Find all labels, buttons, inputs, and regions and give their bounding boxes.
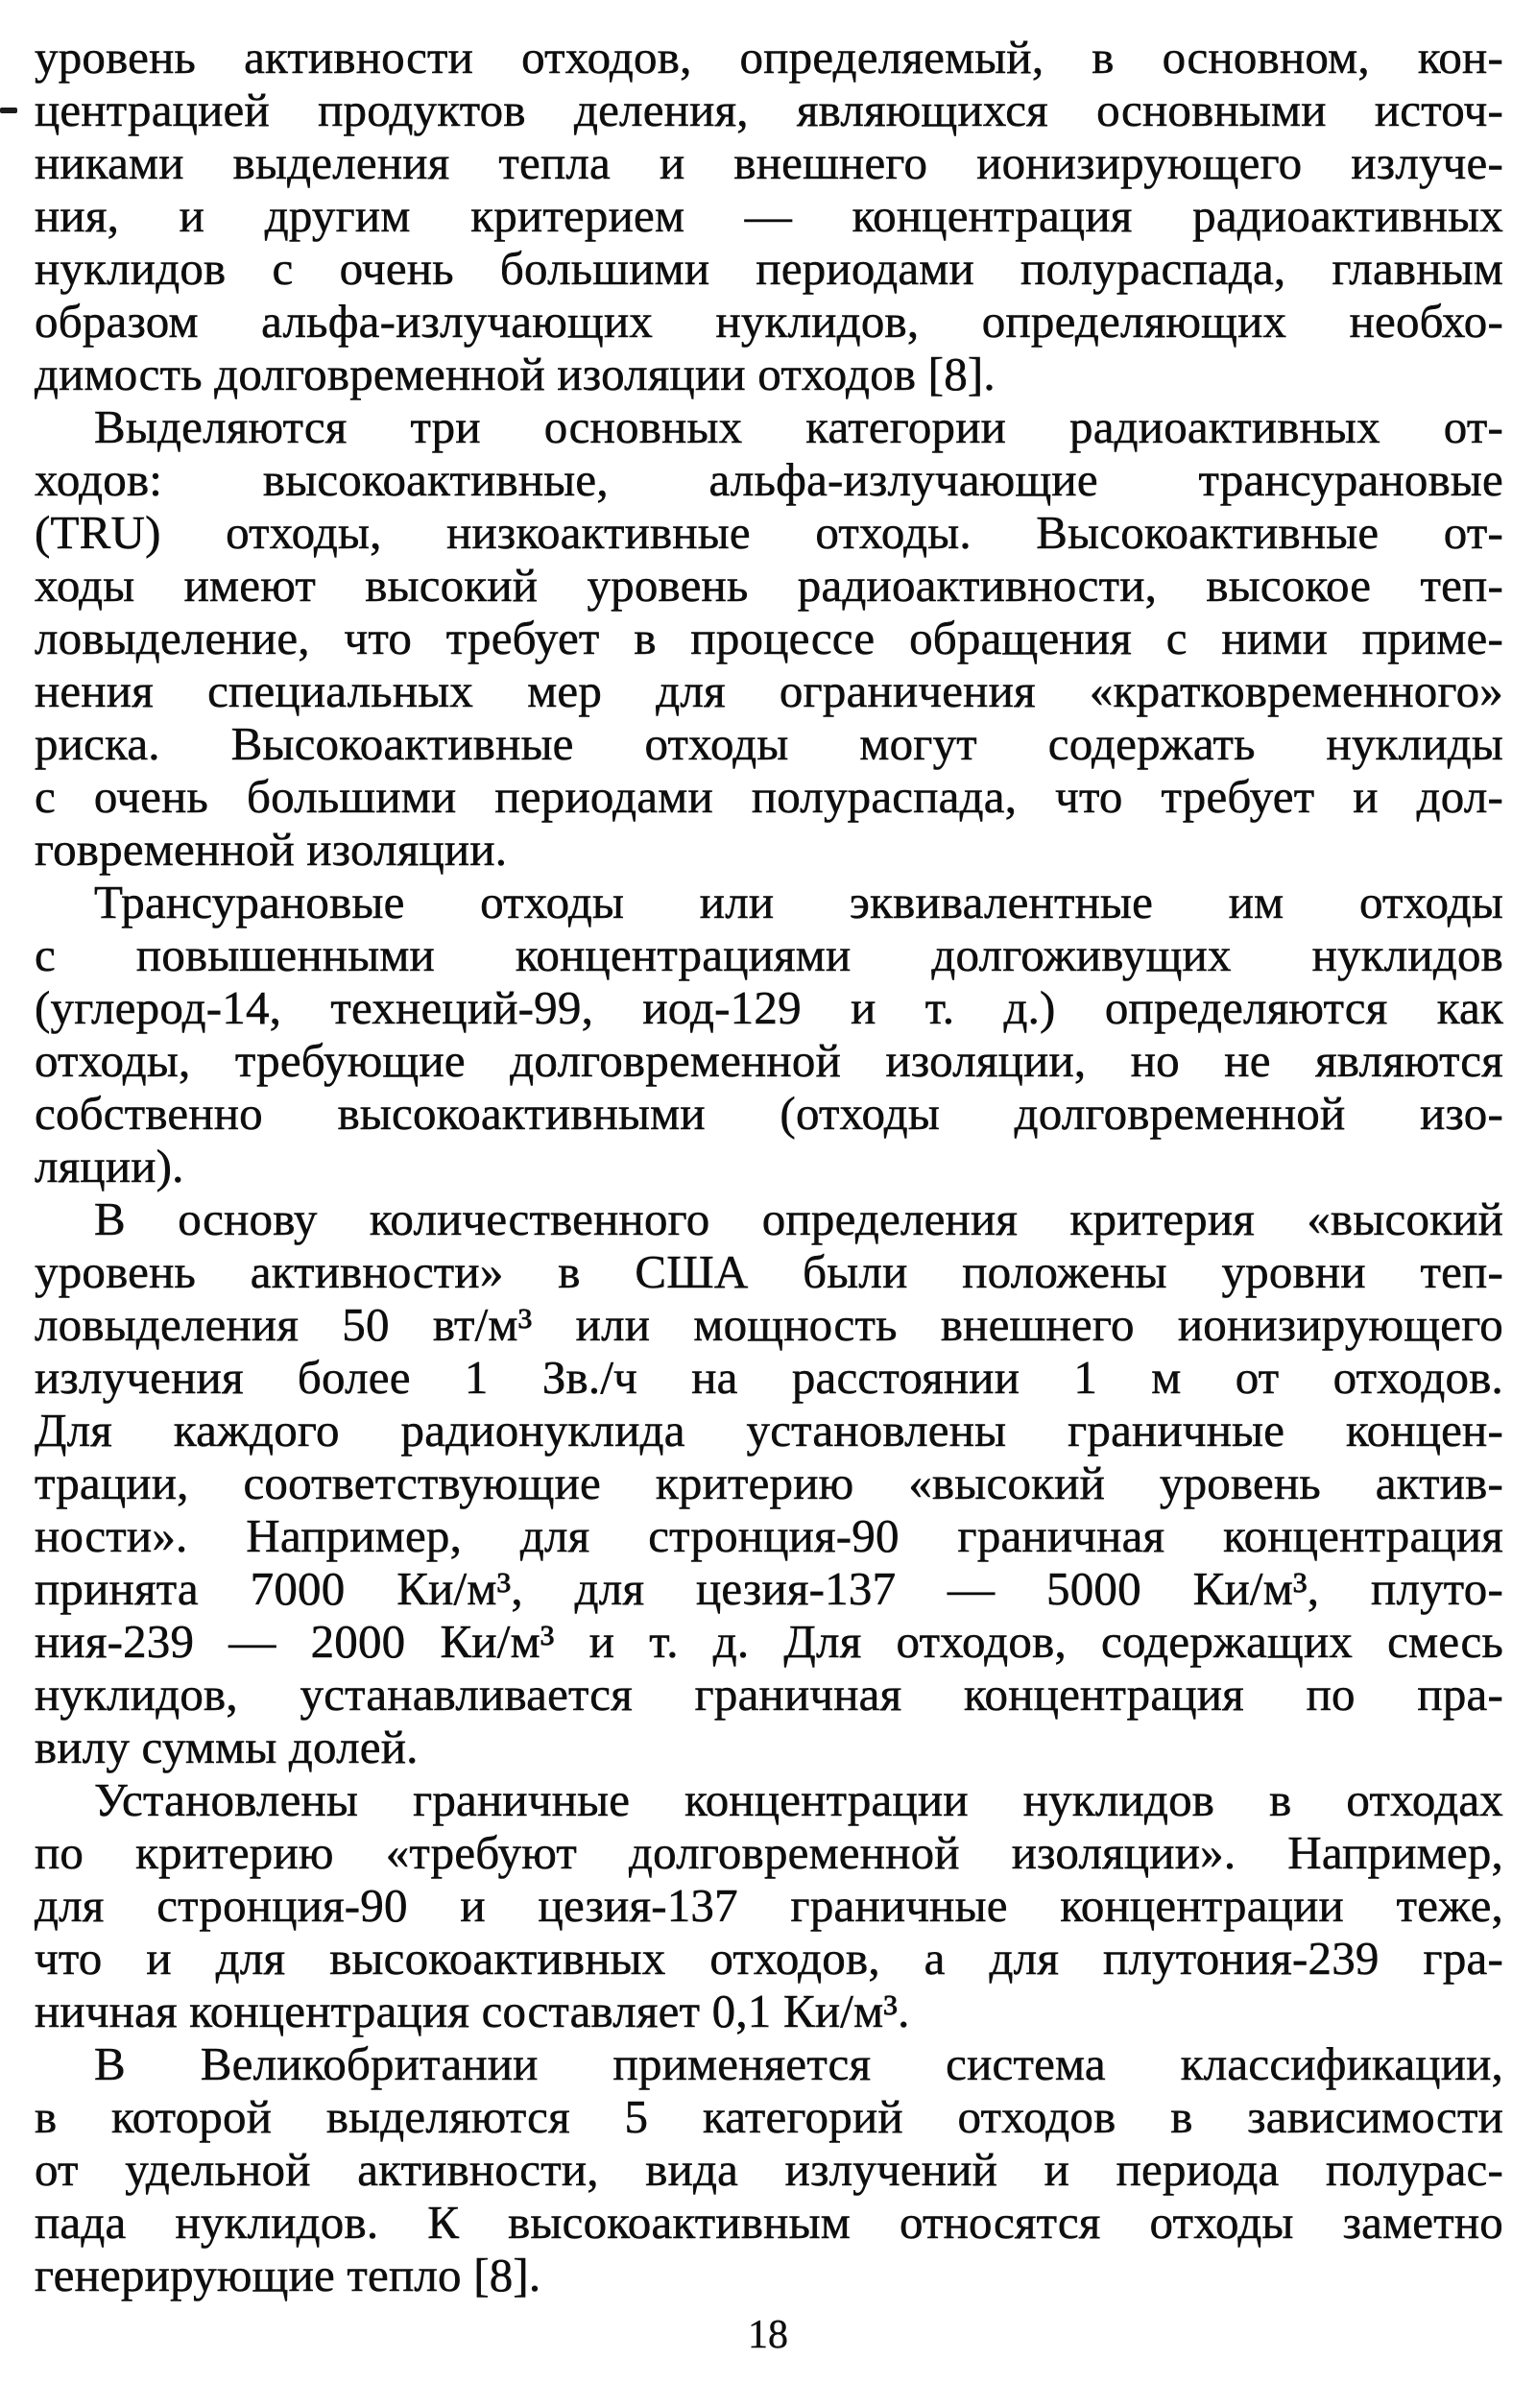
text-line: (углерод-14, технеций-99, иод-129 и т. д.) определяются как bbox=[35, 981, 1503, 1034]
text-line: ходов: высокоактивные, альфа-излучающие трансурановые bbox=[35, 453, 1503, 506]
text-line: Выделяются три основных категории радиоактивных от- bbox=[94, 400, 1503, 453]
text-line: В основу количественного определения критерия «высокий bbox=[94, 1192, 1503, 1245]
text-line: ния, и другим критерием — концентрация радиоактивных bbox=[35, 189, 1503, 242]
text-line: для стронция-90 и цезия-137 граничные концентрации теже, bbox=[35, 1879, 1503, 1932]
text-line: говременной изоляции. bbox=[35, 823, 508, 876]
text-line: (TRU) отходы, низкоактивные отходы. Высокоактивные от- bbox=[35, 506, 1503, 559]
page-number: 18 bbox=[748, 2313, 788, 2357]
paragraph bbox=[35, 31, 1503, 400]
text-line: никами выделения тепла и внешнего ионизирующего излуче- bbox=[35, 136, 1503, 189]
paragraph bbox=[35, 1192, 1503, 1773]
text-line: риска. Высокоактивные отходы могут содержать нуклиды bbox=[35, 717, 1503, 770]
text-line: нения специальных мер для ограничения «кратковременного» bbox=[35, 664, 1503, 717]
scan-artifact-mark bbox=[0, 108, 17, 113]
text-line: от удельной активности, вида излучений и периода полурас- bbox=[35, 2143, 1503, 2196]
text-line: ловыделение, что требует в процессе обращения с ними приме- bbox=[35, 612, 1503, 664]
text-line: В Великобритании применяется система классификации, bbox=[94, 2037, 1503, 2090]
paragraph bbox=[35, 1773, 1503, 2037]
text-line: ходы имеют высокий уровень радиоактивности, высокое теп- bbox=[35, 559, 1503, 612]
text-line: ности». Например, для стронция-90 граничная концентрация bbox=[35, 1509, 1503, 1562]
text-line: что и для высокоактивных отходов, а для плутония-239 гра- bbox=[35, 1932, 1503, 1985]
text-line: нуклидов, устанавливается граничная концентрация по пра- bbox=[35, 1668, 1503, 1721]
text-line: Для каждого радионуклида установлены граничные концен- bbox=[35, 1404, 1503, 1457]
text-line: нуклидов с очень большими периодами полураспада, главным bbox=[35, 242, 1503, 295]
text-line: собственно высокоактивными (отходы долговременной изо- bbox=[35, 1087, 1503, 1140]
text-line: пада нуклидов. К высокоактивным относятся отходы заметно bbox=[35, 2196, 1503, 2249]
text-line: димость долговременной изоляции отходов [8]. bbox=[35, 348, 996, 400]
text-line: уровень активности» в США были положены уровни теп- bbox=[35, 1245, 1503, 1298]
text-line: трации, соответствующие критерию «высокий уровень актив- bbox=[35, 1457, 1503, 1509]
text-line: в которой выделяются 5 категорий отходов в зависимости bbox=[35, 2090, 1503, 2143]
paragraph bbox=[35, 2037, 1503, 2301]
text-line: образом альфа-излучающих нуклидов, определяющих необхо- bbox=[35, 295, 1503, 348]
text-line: ляции). bbox=[35, 1140, 184, 1192]
text-line: по критерию «требуют долговременной изоляции». Например, bbox=[35, 1826, 1503, 1879]
text-line: ловыделения 50 вт/м³ или мощность внешнего ионизирующего bbox=[35, 1298, 1503, 1351]
text-line: Трансурановые отходы или эквивалентные им отходы bbox=[94, 876, 1503, 928]
text-line: вилу суммы долей. bbox=[35, 1721, 419, 1773]
text-line: генерирующие тепло [8]. bbox=[35, 2249, 541, 2301]
text-line: ния-239 — 2000 Ки/м³ и т. д. Для отходов, содержащих смесь bbox=[35, 1615, 1503, 1668]
text-line: ничная концентрация составляет 0,1 Ки/м³. bbox=[35, 1985, 910, 2037]
paragraph bbox=[35, 400, 1503, 876]
text-line: с очень большими периодами полураспада, что требует и дол- bbox=[35, 770, 1503, 823]
text-line: центрацией продуктов деления, являющихся основными источ- bbox=[35, 84, 1503, 136]
text-line: принята 7000 Ки/м³, для цезия-137 — 5000 Ки/м³, плуто- bbox=[35, 1562, 1503, 1615]
text-line: уровень активности отходов, определяемый, в основном, кон- bbox=[35, 31, 1503, 84]
text-line: с повышенными концентрациями долгоживущих нуклидов bbox=[35, 928, 1503, 981]
paragraph bbox=[35, 876, 1503, 1192]
text-line: излучения более 1 Зв./ч на расстоянии 1 м от отходов. bbox=[35, 1351, 1503, 1404]
text-line: Установлены граничные концентрации нуклидов в отходах bbox=[94, 1773, 1503, 1826]
text-line: отходы, требующие долговременной изоляции, но не являются bbox=[35, 1034, 1503, 1087]
